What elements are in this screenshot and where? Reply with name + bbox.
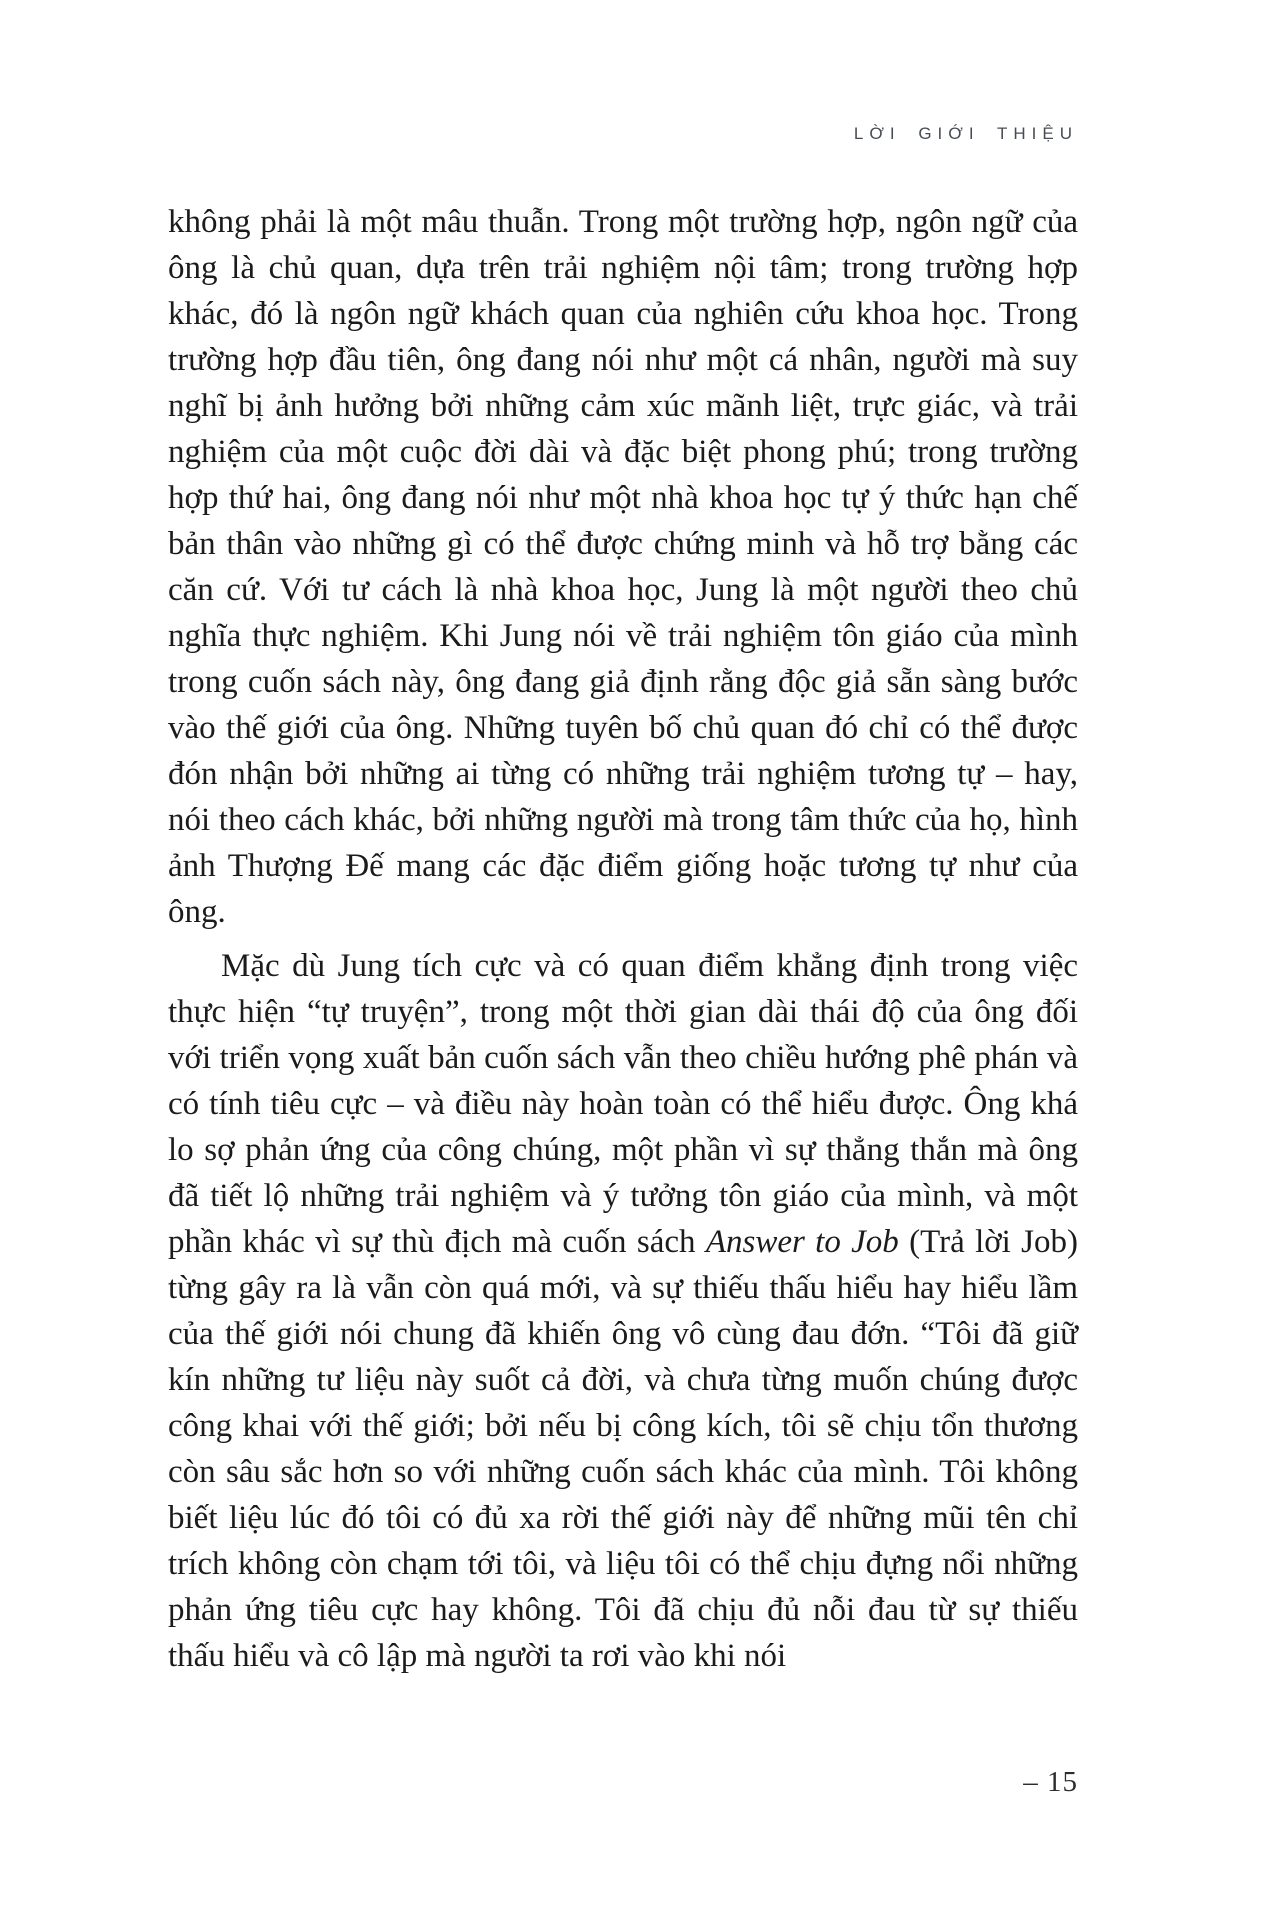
text-segment: không phải là một mâu thuẫn. Trong một trường hợp, ngôn ngữ của ông là chủ quan, dựa trên trải nghiệm nội tâm; trong trường hợp khác, đó là ngôn ngữ khách quan của nghiên cứu khoa học. Trong trường hợp đầu tiên, ông đang nói như một cá nhân, người mà suy nghĩ bị ảnh hưởng bởi những cảm xúc mãnh liệt, trực giác, và trải nghiệm của một cuộc đời dài và đặc biệt phong phú; trong trường hợp thứ hai, ông đang nói như một nhà khoa học tự ý thức hạn chế bản thân vào những gì có thể được chứng minh và hỗ trợ bằng các căn cứ. Với tư cách là nhà khoa học, Jung là một người theo chủ nghĩa thực nghiệm. Khi Jung nói về trải nghiệm tôn giáo của mình trong cuốn sách này, ông đang giả định rằng độc giả sẵn sàng bước vào thế giới của ông. Những tuyên bố chủ quan đó chỉ có thể được đón nhận bởi những ai từng có những trải nghiệm tương tự – hay, nói theo cách khác, bởi những người mà trong tâm thức của họ, hình ảnh Thượng Đế mang các đặc điểm giống hoặc tương tự như của ông. bbox=[168, 204, 1078, 930]
paragraph bbox=[168, 199, 1078, 935]
book-title-italic: Answer to Job bbox=[705, 1224, 899, 1260]
body-text bbox=[168, 199, 1078, 1679]
text-segment: Mặc dù Jung tích cực và có quan điểm khẳng định trong việc thực hiện “tự truyện”, trong một thời gian dài thái độ của ông đối với triển vọng xuất bản cuốn sách vẫn theo chiều hướng phê phán và có tính tiêu cực – và điều này hoàn toàn có thể hiểu được. Ông khá lo sợ phản ứng của công chúng, một phần vì sự thẳng thắn mà ông đã tiết lộ những trải nghiệm và ý tưởng tôn giáo của mình, và một phần khác vì sự thù địch mà cuốn sách bbox=[168, 948, 1078, 1260]
paragraph bbox=[168, 943, 1078, 1679]
page-number: – 15 bbox=[1023, 1766, 1078, 1798]
chapter-title: LỜI GIỚI THIỆU bbox=[853, 124, 1078, 143]
running-header bbox=[168, 124, 1078, 144]
text-segment: (Trả lời Job) từng gây ra là vẫn còn quá mới, và sự thiếu thấu hiểu hay hiểu lầm của thế giới nói chung đã khiến ông vô cùng đau đớn. “Tôi đã giữ kín những tư liệu này suốt cả đời, và chưa từng muốn chúng được công khai với thế giới; bởi nếu bị công kích, tôi sẽ chịu tổn thương còn sâu sắc hơn so với những cuốn sách khác của mình. Tôi không biết liệu lúc đó tôi có đủ xa rời thế giới này để những mũi tên chỉ trích không còn chạm tới tôi, và liệu tôi có thể chịu đựng nổi những phản ứng tiêu cực hay không. Tôi đã chịu đủ nỗi đau từ sự thiếu thấu hiểu và cô lập mà người ta rơi vào khi nói bbox=[168, 1224, 1079, 1674]
